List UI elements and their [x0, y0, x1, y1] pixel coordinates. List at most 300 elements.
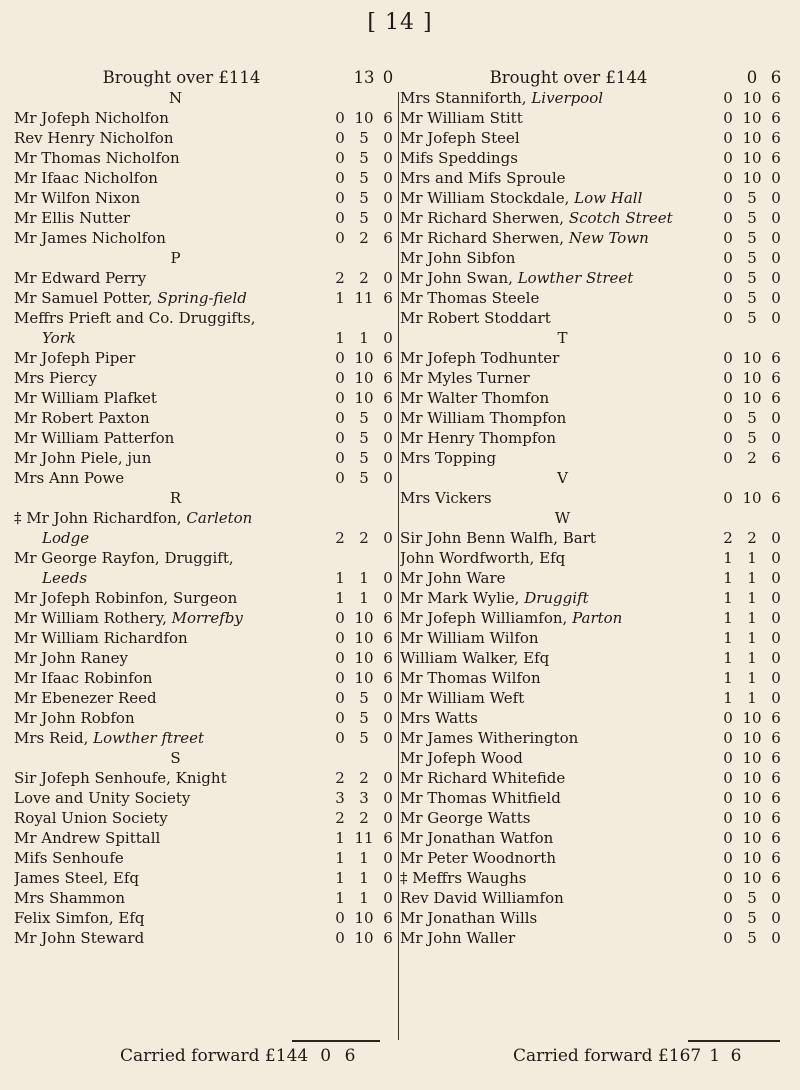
amount-pence: 6 [771, 709, 781, 727]
amount-shillings: 5 [747, 429, 757, 447]
amount-pence: 6 [383, 929, 393, 947]
carried-forward-shillings: 0 [320, 1046, 332, 1066]
amount-shillings: 10 [742, 109, 762, 127]
amount-shillings: 10 [742, 749, 762, 767]
section-letter: P [170, 249, 181, 267]
amount-shillings: 10 [742, 709, 762, 727]
amount-pounds: 2 [335, 529, 345, 547]
name-text: Mr Edward Perry [14, 269, 147, 287]
amount-shillings: 10 [354, 389, 374, 407]
subscriber-entry [14, 868, 397, 888]
name-text: Mr Jofeph Williamfon, [400, 609, 573, 627]
name-text: Mr Mark Wylie, [400, 589, 525, 607]
amount-pounds: 2 [723, 529, 733, 547]
amount-pence: 0 [771, 529, 781, 547]
subscriber-entry [400, 768, 785, 788]
subscriber-entry [14, 788, 397, 808]
amount-shillings: 10 [354, 909, 374, 927]
amount-pounds: 0 [335, 189, 345, 207]
amount-shillings: 1 [359, 889, 369, 907]
amount-pence: 0 [771, 289, 781, 307]
subscriber-entry [400, 668, 785, 688]
subscriber-entry [400, 688, 785, 708]
amount-pounds: 1 [723, 669, 733, 687]
subscriber-name [14, 788, 331, 808]
subscriber-name [14, 648, 331, 668]
subscriber-name [400, 908, 719, 928]
amount-pounds: 0 [723, 369, 733, 387]
subscriber-entry [400, 88, 785, 108]
subscriber-entry [400, 168, 785, 188]
amount-pounds: 2 [335, 769, 345, 787]
amount-pounds: 1 [723, 569, 733, 587]
subscriber-name [400, 708, 719, 728]
amount-pence: 0 [771, 309, 781, 327]
amount-pence: 6 [771, 789, 781, 807]
amount-pence: 0 [771, 929, 781, 947]
amount-pence: 0 [771, 629, 781, 647]
subscriber-entry [400, 408, 785, 428]
amount-pence: 0 [383, 469, 393, 487]
subscriber-name [400, 608, 719, 628]
amount-shillings: 5 [747, 909, 757, 927]
subscriber-name [14, 628, 331, 648]
name-text: Mrs Stanniforth, [400, 89, 532, 107]
amount-pounds: 1 [335, 869, 345, 887]
amount-pounds: 1 [723, 629, 733, 647]
subscriber-entry [14, 188, 397, 208]
amount-pence: 6 [383, 109, 393, 127]
subscriber-name [400, 428, 719, 448]
name-text: Mr Jonathan Watfon [400, 829, 554, 847]
amount-pounds: 1 [335, 829, 345, 847]
amount-shillings: 2 [359, 809, 369, 827]
amount-shillings: 5 [747, 309, 757, 327]
subscriber-entry [14, 288, 397, 308]
amount-shillings: 10 [742, 149, 762, 167]
subscriber-entry [14, 148, 397, 168]
subscriber-entry [400, 348, 785, 368]
amount-pounds: 0 [723, 849, 733, 867]
amount-pence: 6 [383, 289, 393, 307]
amount-shillings: 10 [742, 89, 762, 107]
amount-pounds: 0 [723, 889, 733, 907]
subscriber-name [14, 148, 331, 168]
amount-pounds: 0 [335, 409, 345, 427]
subscriber-entry [400, 748, 785, 768]
subscriber-list [400, 88, 785, 948]
subscriber-entry [14, 668, 397, 688]
amount-shillings: 5 [747, 409, 757, 427]
subscriber-entry [400, 548, 785, 568]
amount-pounds: 0 [335, 609, 345, 627]
subscriber-name [400, 228, 719, 248]
amount-shillings: 1 [747, 649, 757, 667]
amount-pence: 6 [771, 89, 781, 107]
subscriber-name [14, 608, 331, 628]
subscriber-entry [400, 108, 785, 128]
amount-shillings: 10 [742, 349, 762, 367]
amount-shillings: 10 [742, 369, 762, 387]
amount-pence: 0 [383, 869, 393, 887]
amount-shillings: 1 [747, 629, 757, 647]
section-letter: N [168, 89, 183, 107]
subscriber-entry [400, 628, 785, 648]
subscriber-entry [14, 728, 397, 748]
subscriber-entry [400, 188, 785, 208]
amount-pence: 0 [383, 149, 393, 167]
amount-shillings: 1 [359, 589, 369, 607]
amount-pounds: 0 [723, 789, 733, 807]
amount-shillings: 2 [359, 769, 369, 787]
subscriber-name [14, 408, 331, 428]
subscriber-entry [14, 888, 397, 908]
subscriber-entry [400, 448, 785, 468]
amount-pounds: 0 [335, 369, 345, 387]
amount-pounds: 0 [723, 929, 733, 947]
name-text: Mr Richard Whitefide [400, 769, 566, 787]
amount-pounds: 0 [335, 729, 345, 747]
name-text: Mr Wilfon Nixon [14, 189, 141, 207]
amount-shillings: 10 [354, 669, 374, 687]
subscriber-entry [400, 808, 785, 828]
subscriber-entry [400, 708, 785, 728]
amount-pence: 6 [771, 769, 781, 787]
subscriber-entry [14, 108, 397, 128]
amount-pounds: 3 [335, 789, 345, 807]
name-text: Mr William Weft [400, 689, 525, 707]
name-text: Mrs Vickers [400, 489, 492, 507]
amount-pence: 0 [383, 569, 393, 587]
subscriber-name [14, 268, 331, 288]
amount-pence: 0 [771, 669, 781, 687]
amount-pence: 0 [771, 409, 781, 427]
amount-pence: 6 [383, 669, 393, 687]
subscriber-name [14, 828, 331, 848]
subscriber-entry [14, 428, 397, 448]
subscriber-name [14, 728, 331, 748]
name-text: Rev David Williamfon [400, 889, 564, 907]
amount-shillings: 1 [359, 849, 369, 867]
subscriber-name [14, 228, 331, 248]
name-text: Mr George Rayfon, Druggift, [14, 549, 234, 567]
amount-shillings: 10 [742, 129, 762, 147]
carried-forward-label: Carried forward £144 [120, 1046, 309, 1066]
subscriber-name [400, 588, 719, 608]
subscriber-entry [14, 768, 397, 788]
name-text: ‡ Mr John Richardfon, [14, 509, 187, 527]
name-text: Mr Thomas Nicholfon [14, 149, 180, 167]
subscriber-name [14, 808, 331, 828]
amount-pounds: 0 [723, 809, 733, 827]
name-text: Felix Simfon, Efq [14, 909, 145, 927]
subscriber-list [14, 88, 397, 948]
name-text: Mr William Stitt [400, 109, 523, 127]
amount-pounds: 0 [723, 109, 733, 127]
amount-pence: 0 [771, 209, 781, 227]
amount-pence: 6 [771, 349, 781, 367]
subscriber-entry [14, 468, 397, 488]
amount-shillings: 10 [742, 389, 762, 407]
amount-pence: 0 [383, 789, 393, 807]
amount-shillings: 5 [747, 289, 757, 307]
subscriber-entry [400, 648, 785, 668]
amount-pence: 6 [383, 609, 393, 627]
subscriber-entry [14, 528, 397, 548]
carried-forward-label: Carried forward £167 [513, 1046, 702, 1066]
carried-forward-pence: 6 [344, 1046, 356, 1066]
amount-shillings: 2 [359, 269, 369, 287]
amount-pounds: 0 [335, 469, 345, 487]
amount-shillings: 10 [354, 929, 374, 947]
name-text: Mr Jofeph Robinfon, Surgeon [14, 589, 238, 607]
subscriber-entry [14, 328, 397, 348]
subscriber-name [14, 428, 331, 448]
name-text: Mrs Reid, [14, 729, 94, 747]
subscriber-name [400, 388, 719, 408]
subscriber-entry [14, 508, 397, 528]
subscriber-entry [14, 608, 397, 628]
name-text: Mr Richard Sherwen, [400, 209, 569, 227]
subscriber-name [14, 708, 331, 728]
name-text: Mrs Piercy [14, 369, 97, 387]
amount-pounds: 0 [723, 909, 733, 927]
amount-shillings: 2 [359, 229, 369, 247]
name-text: Mifs Senhoufe [14, 849, 124, 867]
name-text: Mifs Speddings [400, 149, 518, 167]
amount-pence: 6 [383, 649, 393, 667]
name-text: Mr Peter Woodnorth [400, 849, 557, 867]
amount-pence: 0 [383, 889, 393, 907]
name-text: Mr Jofeph Nicholfon [14, 109, 169, 127]
amount-pounds: 0 [335, 689, 345, 707]
subscriber-name [14, 108, 331, 128]
amount-pounds: 0 [723, 829, 733, 847]
amount-pounds: 0 [723, 389, 733, 407]
amount-shillings: 1 [747, 609, 757, 627]
name-text: Mr William Patterfon [14, 429, 175, 447]
amount-pounds: 1 [335, 849, 345, 867]
amount-pence: 0 [383, 329, 393, 347]
name-text: Mr William Thompfon [400, 409, 567, 427]
amount-pence: 0 [771, 189, 781, 207]
amount-shillings: 1 [359, 569, 369, 587]
subscriber-name [14, 128, 331, 148]
name-text: Mr Jofeph Todhunter [400, 349, 560, 367]
amount-pence: 0 [383, 729, 393, 747]
subscriber-entry [400, 268, 785, 288]
amount-pence: 6 [383, 229, 393, 247]
amount-pounds: 1 [723, 649, 733, 667]
subscriber-entry [400, 528, 785, 548]
subscriber-name [14, 448, 331, 468]
amount-pence: 0 [771, 649, 781, 667]
brought-over-pence: 0 [382, 68, 394, 87]
subscriber-name [400, 548, 719, 568]
amount-pence: 0 [771, 549, 781, 567]
subscriber-entry [400, 928, 785, 948]
amount-pence: 0 [383, 849, 393, 867]
amount-shillings: 10 [354, 629, 374, 647]
amount-pounds: 1 [335, 329, 345, 347]
subscriber-entry [400, 228, 785, 248]
amount-shillings: 5 [359, 709, 369, 727]
amount-shillings: 1 [747, 669, 757, 687]
name-text: Mr Walter Thomfon [400, 389, 550, 407]
place-text: Lowther Street [517, 269, 634, 287]
left-column [14, 68, 397, 948]
amount-shillings: 2 [747, 449, 757, 467]
subscriber-entry [14, 628, 397, 648]
subscriber-name [400, 668, 719, 688]
subscriber-entry [14, 828, 397, 848]
amount-pence: 6 [383, 829, 393, 847]
brought-over-pence: 6 [770, 68, 782, 87]
amount-shillings: 5 [359, 449, 369, 467]
subscriber-entry [400, 848, 785, 868]
amount-pence: 6 [771, 869, 781, 887]
amount-shillings: 1 [359, 869, 369, 887]
amount-pence: 0 [771, 169, 781, 187]
total-rule-left [292, 1040, 380, 1042]
name-text: Mr William Stockdale, [400, 189, 575, 207]
amount-pounds: 0 [723, 209, 733, 227]
place-text: Lodge [42, 529, 90, 547]
amount-pence: 6 [383, 389, 393, 407]
amount-shillings: 5 [747, 889, 757, 907]
name-text: William Walker, Efq [400, 649, 550, 667]
amount-pounds: 1 [335, 589, 345, 607]
name-text: Sir John Benn Walfh, Bart [400, 529, 596, 547]
subscriber-entry [14, 348, 397, 368]
amount-pence: 6 [771, 849, 781, 867]
amount-pounds: 1 [723, 689, 733, 707]
brought-over-label: Brought over £114 [102, 68, 261, 87]
subscriber-entry [400, 388, 785, 408]
subscriber-name [400, 728, 719, 748]
amount-pounds: 0 [723, 149, 733, 167]
name-text: John Wordfworth, Efq [400, 549, 566, 567]
subscriber-entry [14, 268, 397, 288]
place-text: York [42, 329, 76, 347]
subscriber-name [400, 748, 719, 768]
amount-pounds: 0 [723, 89, 733, 107]
subscriber-name [14, 688, 331, 708]
subscriber-entry [14, 648, 397, 668]
subscriber-name [14, 288, 331, 308]
amount-shillings: 5 [359, 129, 369, 147]
amount-pence: 6 [771, 129, 781, 147]
section-letter: T [557, 329, 568, 347]
amount-pounds: 0 [723, 249, 733, 267]
subscriber-name [14, 668, 331, 688]
place-text: Parton [572, 609, 623, 627]
subscriber-entry [400, 568, 785, 588]
subscriber-name [400, 208, 719, 228]
amount-pence: 0 [771, 249, 781, 267]
name-text: Mr Henry Thompfon [400, 429, 557, 447]
amount-pence: 0 [771, 429, 781, 447]
subscriber-name [14, 308, 397, 328]
subscriber-entry [14, 808, 397, 828]
place-text: Morrefby [171, 609, 243, 627]
subscriber-entry [400, 888, 785, 908]
subscriber-name [400, 688, 719, 708]
amount-shillings: 2 [747, 529, 757, 547]
name-text: Mr James Nicholfon [14, 229, 166, 247]
name-text: Mr John Swan, [400, 269, 518, 287]
amount-pence: 0 [383, 189, 393, 207]
amount-shillings: 3 [359, 789, 369, 807]
subscriber-name [400, 248, 719, 268]
subscriber-entry [14, 128, 397, 148]
subscriber-name [400, 168, 719, 188]
subscriber-entry [14, 908, 397, 928]
name-text: Mr William Rothery, [14, 609, 172, 627]
amount-pence: 0 [383, 129, 393, 147]
amount-shillings: 1 [747, 589, 757, 607]
subscriber-entry [400, 728, 785, 748]
name-text: Mr Robert Paxton [14, 409, 150, 427]
amount-pounds: 0 [335, 229, 345, 247]
subscriber-entry [14, 368, 397, 388]
amount-pounds: 1 [723, 589, 733, 607]
subscriber-entry [400, 788, 785, 808]
subscriber-name [14, 388, 331, 408]
name-text: Mr John Waller [400, 929, 516, 947]
carried-forward-shillings: 1 [709, 1046, 721, 1066]
page-number: [ 14 ] [367, 10, 433, 35]
subscriber-name [400, 368, 719, 388]
subscriber-name [400, 408, 719, 428]
subscriber-entry [14, 588, 397, 608]
right-column [400, 68, 785, 948]
name-text: James Steel, Efq [14, 869, 140, 887]
subscriber-entry [400, 608, 785, 628]
amount-shillings: 5 [359, 149, 369, 167]
subscriber-name [14, 548, 397, 568]
subscriber-entry [400, 208, 785, 228]
subscriber-name [14, 188, 331, 208]
section-letter: W [554, 509, 571, 527]
amount-shillings: 5 [359, 689, 369, 707]
name-text: Mr Richard Sherwen, [400, 229, 569, 247]
subscriber-name [14, 908, 331, 928]
place-text: Low Hall [574, 189, 643, 207]
amount-pence: 0 [771, 269, 781, 287]
amount-pounds: 0 [723, 169, 733, 187]
subscriber-entry [400, 288, 785, 308]
subscriber-entry [400, 488, 785, 508]
amount-pounds: 0 [723, 309, 733, 327]
name-text: Rev Henry Nicholfon [14, 129, 174, 147]
amount-shillings: 11 [354, 289, 374, 307]
amount-shillings: 5 [359, 729, 369, 747]
amount-pounds: 0 [335, 909, 345, 927]
name-text: Mrs and Mifs Sproule [400, 169, 566, 187]
amount-pounds: 0 [335, 929, 345, 947]
amount-pounds: 0 [723, 489, 733, 507]
amount-pounds: 1 [335, 569, 345, 587]
section-letter: R [169, 489, 182, 507]
subscriber-name [400, 788, 719, 808]
subscriber-name [400, 268, 719, 288]
amount-shillings: 10 [742, 809, 762, 827]
name-text: Mr George Watts [400, 809, 531, 827]
subscriber-name [400, 108, 719, 128]
name-text: Mr William Richardfon [14, 629, 188, 647]
name-text: Mr Ifaac Nicholfon [14, 169, 158, 187]
